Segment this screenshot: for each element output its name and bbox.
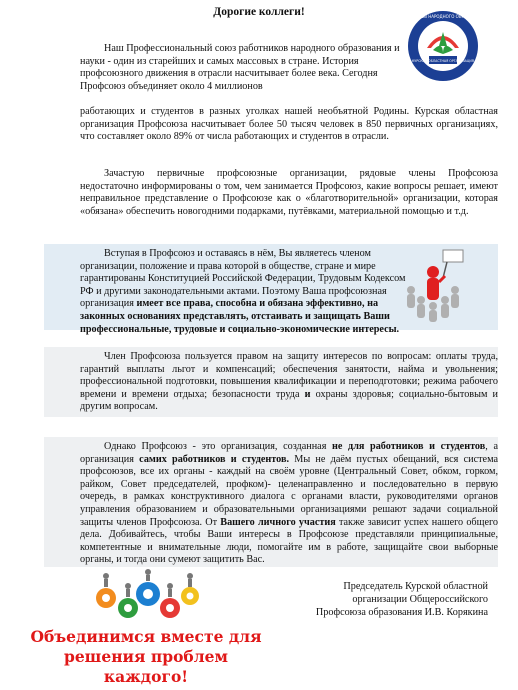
paragraph-5-text-c: , а организация	[80, 441, 498, 465]
paragraph-3-text: Вступая в Профсоюз и оставаясь в нём, Вы являетесь членом организации, положение и права которой в обществе, стране и мире гарантированы Конституцией Российской Федерации, Трудовым Кодексом РФ и другими законодательными актами. Поэтому Ваша профсоюзная организация	[80, 248, 406, 310]
paragraph-5-text-e: Мы не даём пустых обещаний, вся система профсоюзов, все их органы - каждый на своём уровне (Центральный Совет, обком, горком, райком, Совет председателей, профком)- целенаправленно и последовательно в первую очередь, в рамках конструктивного диалога с органами власти, руководителями органов управления образованием и образовательными организациями решают задачи социальной защиты членов Профсоюза. От	[80, 453, 498, 528]
paragraph-4	[80, 351, 498, 414]
logo-bottom-text: КУРСКАЯ ОБЛАСТНАЯ ОРГАНИЗАЦИЯ	[412, 59, 474, 63]
paragraph-5-bold-b: не для работников и студентов	[332, 441, 486, 452]
paragraph-4-bold: и	[304, 388, 311, 400]
union-logo	[372, 10, 514, 82]
logo-ring-text: ПРОФСОЮЗ РАБОТНИКОВ НАРОДНОГО ОБРАЗОВАНИЯ И НАУКИ РФ	[372, 14, 514, 19]
slogan	[28, 627, 264, 687]
paragraph-3	[80, 248, 408, 336]
paragraph-2: Зачастую первичные профсоюзные организации, рядовые члены Профсоюза недостаточно информированы о том, чем занимается Профсоюз, какие вопросы решает, имеют неправильное представление о Профсоюзе как о «благотворительной» организации, которая «обязана» обеспечить новогодними подарками, путёвками, материальной помощью и т.д.	[80, 168, 498, 217]
paragraph-4-text: Член Профсоюза пользуется правом на защиту интересов по вопросам: оплаты труда, гарантий выплаты льгот и компенсаций; обеспечения занятости, найма и увольнения; профессиональной подготовки, повышения квалификации и переподготовки; режима рабочего времени и времени отдыха; безопасности труда	[80, 351, 498, 400]
paragraph-3-bold: имеет все права, способна и обязана эффективно, на законных основаниях представлять, отстаивать и защищать Ваши профессиональные, трудовые и социально-экономические интересы.	[80, 298, 400, 335]
leader-figure-illustration	[403, 248, 465, 324]
paragraph-1b: работающих и студентов в разных уголках нашей необъятной Родины. Курская областная организация Профсоюза насчитывает более 50 тысяч человек в 850 первичных организациях, что составляет около 89% от числа работающих и студентов в отрасли.	[80, 106, 498, 143]
paragraph-1a: Наш Профессиональный союз работников народного образования и науки - один из старейших и самых массовых в стране. История профсоюзного движения в отрасли насчитывает более века. Сегодня Профсоюз объединяет около 4 миллионов	[80, 43, 400, 92]
signature-block	[316, 580, 488, 619]
signature-line-1: Председатель Курской областной	[343, 581, 488, 592]
teamwork-gears-illustration	[92, 568, 202, 626]
paragraph-5-text-a: Однако Профсоюз - это организация, созданная	[104, 441, 333, 452]
paragraph-5-text-g: также зависит успех нашего общего дела. Добивайтесь, чтобы Ваши интересы в Профсоюзе представляли принципиальные, компетентные и внимательные люди, помогайте им в работе, защищайте свои выборные органы, и тогда они сумеют защитить Вас.	[80, 516, 498, 566]
paragraph-4-tail: охраны здоровья; социально-бытовым и другим вопросам.	[80, 388, 498, 413]
slogan-line-2: решения проблем каждого!	[63, 647, 229, 686]
page-title: Дорогие коллеги!	[213, 6, 305, 18]
paragraph-5-bold-d: самих работников и студентов.	[139, 453, 290, 465]
paragraph-5-bold-f: Вашего личного участия	[220, 516, 336, 528]
paragraph-5	[80, 441, 498, 567]
signature-line-3: Профсоюза образования И.В. Корякина	[315, 607, 488, 618]
slogan-line-1: Объединимся вместе для	[30, 627, 262, 646]
signature-line-2: организации Общероссийского	[352, 594, 488, 605]
